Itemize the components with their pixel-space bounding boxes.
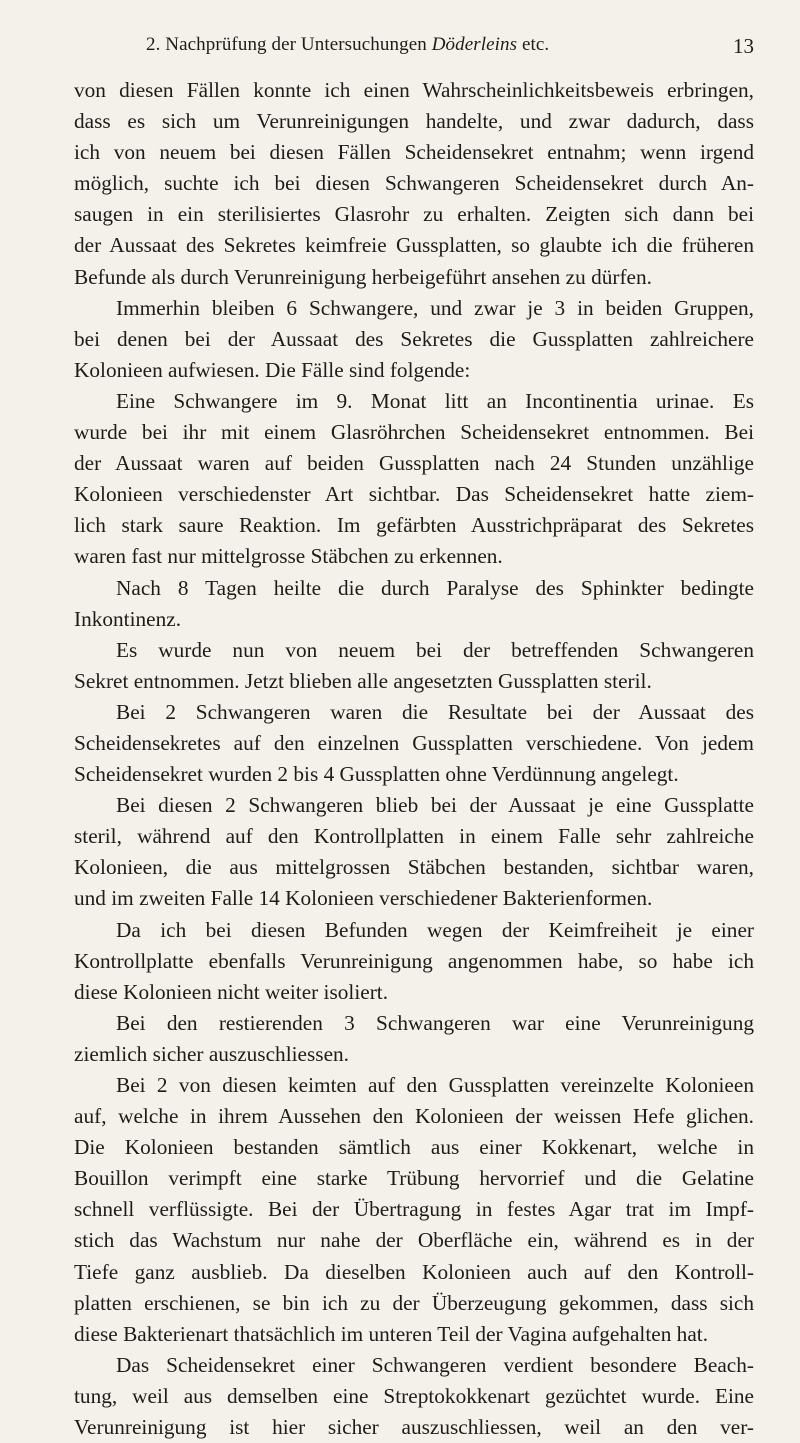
body-text bbox=[74, 75, 754, 1443]
text-line: Sekret entnommen. Jetzt blieben alle angesetzten Gussplatten steril. bbox=[74, 668, 652, 693]
text-line: und im zweiten Falle 14 Kolonieen verschiedener Bakterienformen. bbox=[74, 886, 653, 911]
text-line: Tiefe ganz ausblieb. Da dieselben Kolonieen auch auf den Kontroll- bbox=[74, 1259, 754, 1284]
text-line: Inkontinenz. bbox=[74, 606, 182, 631]
text-line: schnell verflüssigte. Bei der Übertragung in festes Agar trat im Impf- bbox=[74, 1197, 754, 1222]
text-line: Es wurde nun von neuem bei der betreffenden Schwangeren bbox=[116, 637, 754, 662]
text-line: Scheidensekretes auf den einzelnen Gussplatten verschiedene. Von jedem bbox=[74, 730, 754, 755]
text-line: ich von neuem bei diesen Fällen Scheidensekret entnahm; wenn irgend bbox=[74, 140, 754, 165]
text-line: der Aussaat des Sekretes keimfreie Gussplatten, so glaubte ich die früheren bbox=[74, 233, 754, 258]
text-line: Scheidensekret wurden 2 bis 4 Gussplatten ohne Verdünnung angelegt. bbox=[74, 762, 679, 787]
text-line: von diesen Fällen konnte ich einen Wahrscheinlichkeitsbeweis erbringen, bbox=[74, 78, 754, 102]
text-line: steril, während auf den Kontrollplatten in einem Falle sehr zahlreiche bbox=[74, 824, 754, 849]
text-line: möglich, suchte ich bei diesen Schwangeren Scheidensekret durch An- bbox=[74, 171, 754, 196]
text-line: platten erschienen, se bin ich zu der Überzeugung gekommen, dass sich bbox=[74, 1290, 754, 1315]
text-line: Bei 2 von diesen keimten auf den Gussplatten vereinzelte Kolonieen bbox=[116, 1073, 754, 1097]
text-line: Verunreinigung ist hier sicher auszuschliessen, weil an den ver- bbox=[74, 1415, 754, 1440]
text-line: Kontrollplatte ebenfalls Verunreinigung angenommen habe, so habe ich bbox=[74, 948, 754, 973]
text-line: auf, welche in ihrem Aussehen den Kolonieen der weissen Hefe glichen. bbox=[74, 1104, 754, 1129]
text-line: Befunde als durch Verunreinigung herbeigeführt ansehen zu dürfen. bbox=[74, 264, 652, 289]
running-head-name: Döderleins bbox=[431, 34, 518, 55]
text-line: Kolonieen aufwiesen. Die Fälle sind folgende: bbox=[74, 357, 471, 382]
text-line: Das Scheidensekret einer Schwangeren verdient besondere Beach- bbox=[116, 1352, 754, 1377]
text-line: ziemlich sicher auszuschliessen. bbox=[74, 1041, 349, 1066]
text-line: Bei 2 Schwangeren waren die Resultate bei der Aussaat des bbox=[116, 699, 754, 724]
text-line: Eine Schwangere im 9. Monat litt an Incontinentia urinae. Es bbox=[116, 388, 754, 413]
text-line: bei denen bei der Aussaat des Sekretes die Gussplatten zahlreichere bbox=[74, 326, 754, 351]
running-head-suffix: etc. bbox=[517, 34, 550, 55]
text-line: Bei diesen 2 Schwangeren blieb bei der Aussaat je eine Gussplatte bbox=[116, 793, 754, 818]
text-line: wurde bei ihr mit einem Glasröhrchen Scheidensekret entnommen. Bei bbox=[74, 420, 754, 445]
running-head-prefix: 2. Nachprüfung der Untersuchungen bbox=[146, 34, 432, 55]
text-line: diese Kolonieen nicht weiter isoliert. bbox=[74, 979, 389, 1004]
text-line: Die Kolonieen bestanden sämtlich aus einer Kokkenart, welche in bbox=[74, 1135, 754, 1160]
text-line: Da ich bei diesen Befunden wegen der Keimfreiheit je einer bbox=[116, 917, 754, 942]
text-line: diese Bakterienart thatsächlich im unteren Teil der Vagina aufgehalten hat. bbox=[74, 1321, 709, 1346]
text-line: Kolonieen verschiedenster Art sichtbar. Das Scheidensekret hatte ziem- bbox=[74, 482, 754, 507]
text-line: tung, weil aus demselben eine Streptokokkenart gezüchtet wurde. Eine bbox=[74, 1383, 754, 1408]
text-line: stich das Wachstum nur nahe der Oberfläche ein, während es in der bbox=[74, 1228, 754, 1253]
text-line: der Aussaat waren auf beiden Gussplatten nach 24 Stunden unzählige bbox=[74, 451, 754, 476]
text-line: Kolonieen, die aus mittelgrossen Stäbchen bestanden, sichtbar waren, bbox=[74, 855, 754, 880]
text-line: Immerhin bleiben 6 Schwangere, und zwar je 3 in beiden Gruppen, bbox=[116, 295, 754, 320]
text-line: saugen in ein sterilisiertes Glasrohr zu erhalten. Zeigten sich dann bei bbox=[74, 202, 754, 227]
text-line: Bei den restierenden 3 Schwangeren war eine Verunreinigung bbox=[116, 1010, 754, 1035]
page-number: 13 bbox=[733, 34, 754, 58]
running-head bbox=[146, 34, 549, 56]
text-line: dass es sich um Verunreinigungen handelte, und zwar dadurch, dass bbox=[74, 109, 754, 134]
text-line: Nach 8 Tagen heilte die durch Paralyse des Sphinkter bedingte bbox=[116, 575, 754, 600]
text-line: waren fast nur mittelgrosse Stäbchen zu erkennen. bbox=[74, 544, 503, 569]
text-line: lich stark saure Reaktion. Im gefärbten Ausstrichpräparat des Sekretes bbox=[74, 513, 754, 538]
text-line: Bouillon verimpft eine starke Trübung hervorrief und die Gelatine bbox=[74, 1166, 754, 1191]
page-header bbox=[74, 34, 754, 58]
